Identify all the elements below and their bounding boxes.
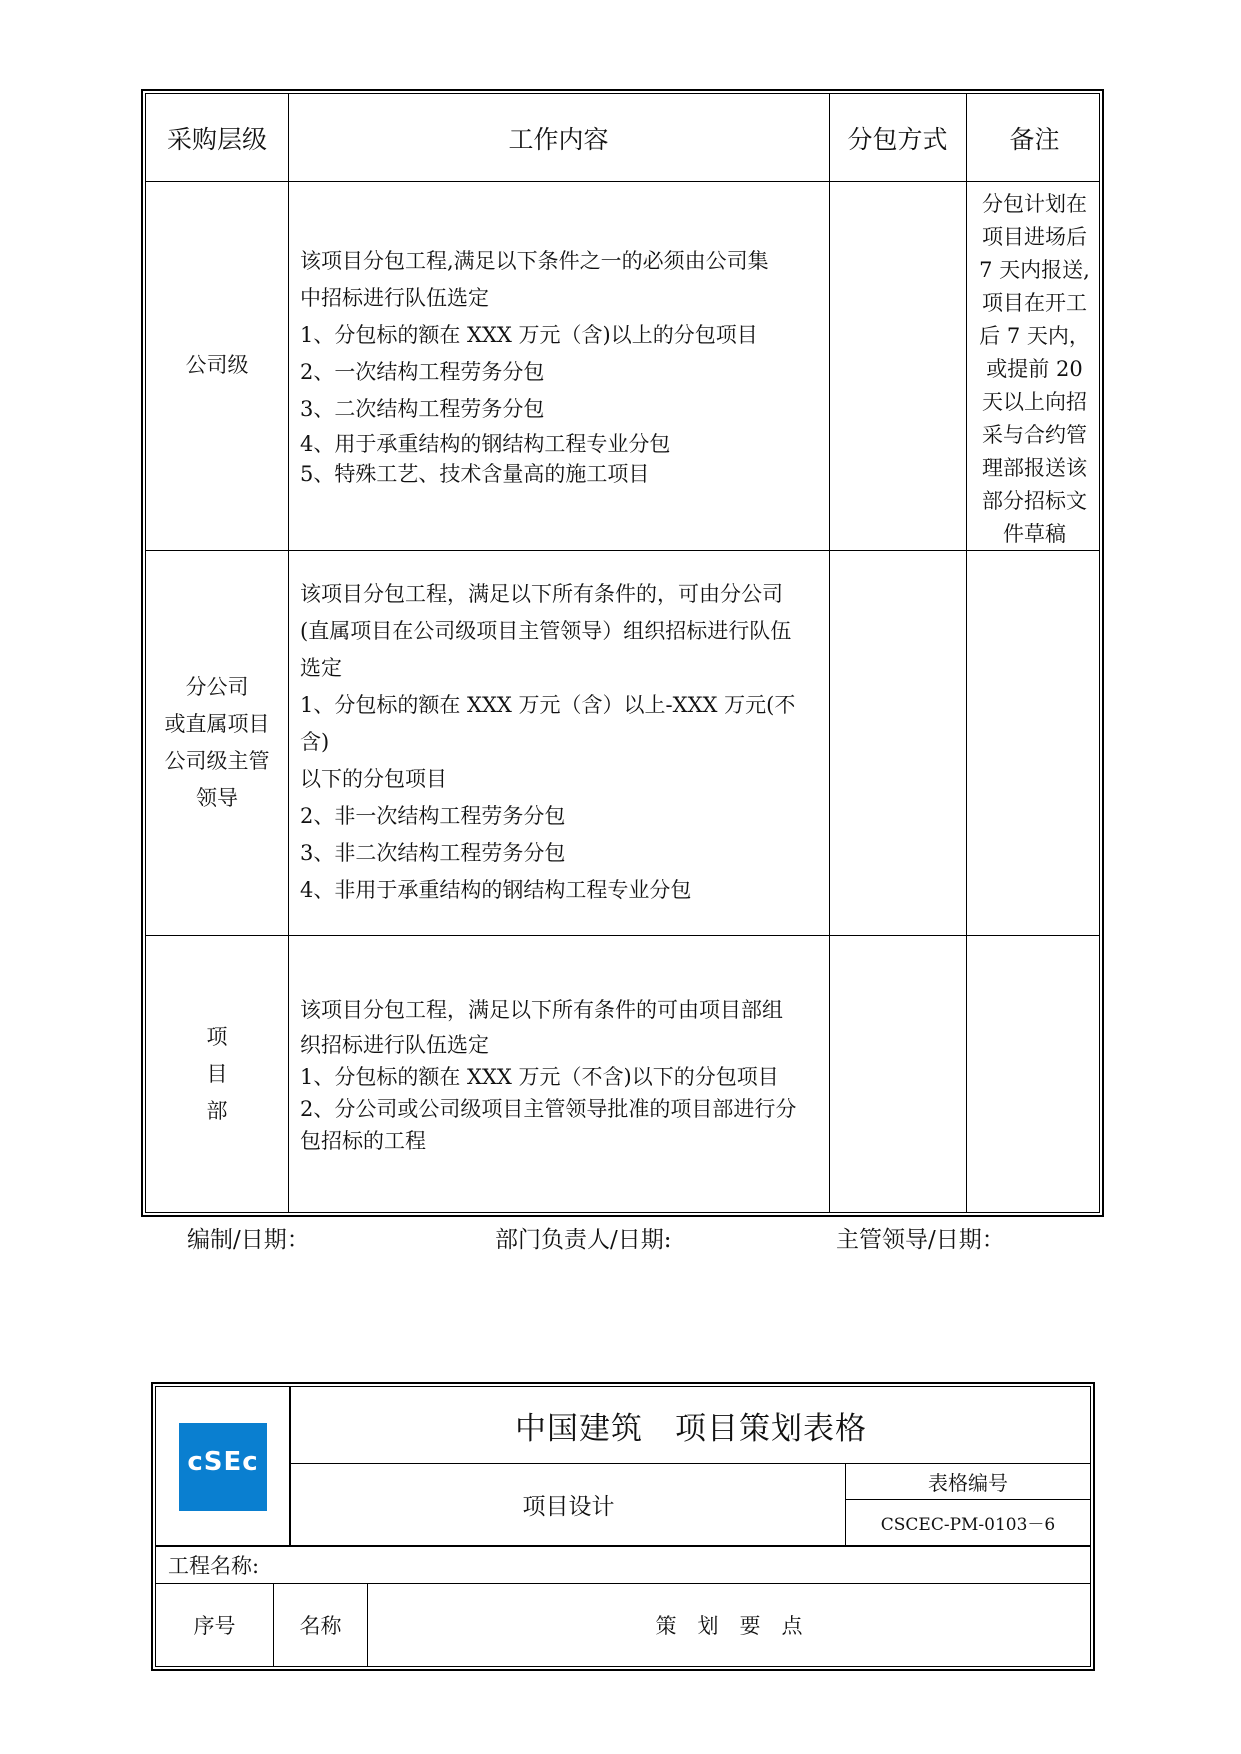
- content-line: 中招标进行队伍选定: [300, 286, 489, 310]
- header-content: 工作内容: [508, 124, 609, 154]
- col-header-planning-points: 策 划 要 点: [655, 1614, 803, 1638]
- level-cell-project: [146, 935, 288, 1214]
- header-method: 分包方式: [847, 124, 948, 154]
- content-line: 2、分公司或公司级项目主管领导批准的项目部进行分: [300, 1097, 797, 1121]
- level-line: 目: [206, 1062, 228, 1086]
- logo-lettering: cSEc: [187, 1447, 259, 1477]
- content-line: 3、二次结构工程劳务分包: [300, 397, 545, 421]
- remark-line: 或提前 20: [986, 357, 1083, 381]
- remark-line: 理部报送该: [982, 456, 1087, 480]
- content-line: 织招标进行队伍选定: [300, 1033, 489, 1057]
- content-line: 1、分包标的额在 XXX 万元（含)以上的分包项目: [300, 323, 758, 347]
- content-line: 该项目分包工程,满足以下条件之一的必须由公司集: [300, 249, 769, 273]
- table-inner-border: [145, 93, 1100, 1213]
- procurement-level-table: [141, 89, 1104, 1217]
- dept-head-date-label: 部门负责人/日期:: [495, 1227, 672, 1253]
- content-cell-project: [288, 935, 829, 1214]
- level-line: 或直属项目: [164, 711, 270, 736]
- level-cell-branch: [146, 550, 288, 935]
- col-header-name: 名称: [299, 1614, 342, 1638]
- remark-cell-branch: [966, 550, 1103, 935]
- form-subtitle: 项目设计: [522, 1493, 615, 1520]
- supervisor-date-label: 主管领导/日期：: [836, 1227, 1005, 1253]
- level-line: 部: [206, 1099, 228, 1123]
- remark-line: 项目在开工: [982, 291, 1087, 315]
- content-cell-branch: [288, 550, 829, 935]
- level-cell-company: [146, 181, 288, 550]
- remark-line: 分包计划在: [982, 192, 1087, 216]
- method-cell-project: [829, 935, 966, 1214]
- cscec-logo: [179, 1423, 267, 1511]
- remark-line: 天以上向招: [982, 390, 1087, 414]
- remark-cell-company: [966, 181, 1103, 550]
- level-line: 分公司: [185, 674, 249, 699]
- content-line: 该项目分包工程，满足以下所有条件的，可由分公司: [300, 582, 783, 606]
- content-cell-company: [288, 181, 829, 550]
- content-line: 4、非用于承重结构的钢结构工程专业分包: [300, 878, 692, 902]
- level-line: 公司级: [185, 353, 249, 377]
- prepared-by-date-label: 编制/日期：: [187, 1227, 310, 1253]
- method-cell-branch: [829, 550, 966, 935]
- content-line: 4、用于承重结构的钢结构工程专业分包: [300, 432, 671, 456]
- level-line: 领导: [196, 785, 238, 810]
- content-line: (直属项目在公司级项目主管领导）组织招标进行队伍: [300, 619, 792, 643]
- remark-line: 件草稿: [1003, 522, 1066, 546]
- header-remark: 备注: [1009, 124, 1060, 154]
- form-title: 中国建筑 项目策划表格: [515, 1411, 867, 1447]
- method-cell-company: [829, 181, 966, 550]
- header-level: 采购层级: [166, 124, 267, 154]
- info-divider: [156, 1545, 1090, 1547]
- content-line: 选定: [300, 656, 342, 680]
- form-code-label: 表格编号: [928, 1470, 1008, 1495]
- content-line: 包招标的工程: [300, 1129, 426, 1153]
- remark-line: 部分招标文: [982, 489, 1087, 513]
- remark-line: 7 天内报送,: [979, 258, 1090, 282]
- project-name-label: 工程名称:: [168, 1554, 260, 1578]
- content-line: 3、非二次结构工程劳务分包: [300, 841, 566, 865]
- content-line: 以下的分包项目: [300, 767, 447, 791]
- content-line: 1、分包标的额在 XXX 万元（不含)以下的分包项目: [300, 1065, 779, 1089]
- content-line: 5、特殊工艺、技术含量高的施工项目: [300, 462, 650, 486]
- form-code-value: CSCEC-PM-0103－6: [880, 1515, 1056, 1535]
- level-line: 公司级主管: [164, 748, 270, 773]
- content-line: 2、一次结构工程劳务分包: [300, 360, 545, 384]
- level-line: 项: [206, 1025, 228, 1049]
- logo-divider: [289, 1387, 291, 1545]
- form-inner-border: [155, 1386, 1091, 1667]
- remark-line: 项目进场后: [982, 225, 1087, 249]
- project-planning-form-header: [151, 1382, 1095, 1671]
- remark-line: 采与合约管: [982, 423, 1087, 447]
- remark-line: 后 7 天内，: [979, 324, 1090, 348]
- remark-cell-project: [966, 935, 1103, 1214]
- content-line: 2、非一次结构工程劳务分包: [300, 804, 566, 828]
- content-line: 该项目分包工程，满足以下所有条件的可由项目部组: [300, 998, 783, 1022]
- col-header-no: 序号: [193, 1614, 236, 1638]
- content-line: 1、分包标的额在 XXX 万元（含）以上-XXX 万元(不含): [300, 693, 796, 754]
